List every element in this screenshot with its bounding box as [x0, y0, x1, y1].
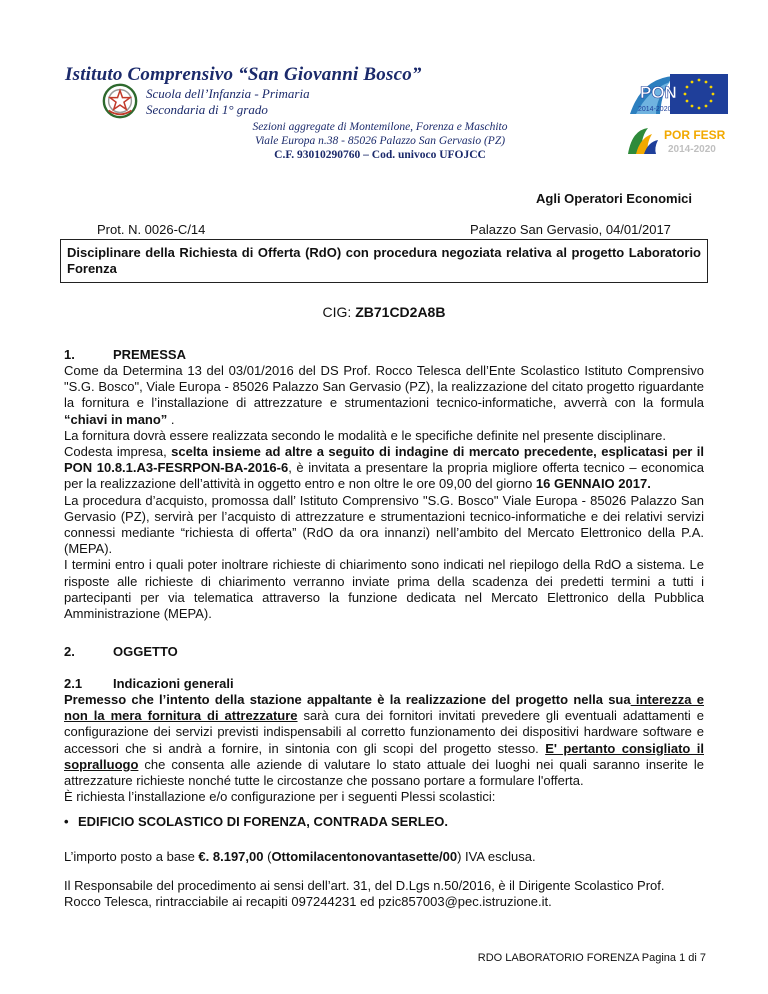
- premessa-end: .: [167, 411, 175, 427]
- pon-eu-flag-logo: [626, 70, 730, 120]
- importo-text: L’importo posto a base: [64, 849, 199, 864]
- school-fiscal-code: C.F. 93010290760 – Cod. univoco UFOJCC: [274, 149, 486, 161]
- plesso-list-item: [64, 814, 448, 829]
- cig-label: CIG:: [322, 304, 356, 320]
- premessa-par-5: I termini entro i quali poter inoltrare richieste di chiarimento sono indicati nel riepilogo della RdO a sistema. Le risposte alle richieste di chiarimento verranno inviate prima della scadenza dei predetti termini a tutti i partecipanti per via telematica attraverso la funzione dedicata nel Mercato Elettronico della Pubblica Amministrazione (MEPA).: [64, 557, 704, 622]
- indicazioni-par-1: [64, 692, 704, 789]
- fornitori-text: sarà cura dei fornitori invitati prevedere gli eventuali adattamenti e configurazione dei servizi previsti indispensabili al corretto funzionamento dei dispositivi hardware software e accessori che si andrà a fornire, in sintonia con gli scopi del progetto stesso.: [64, 708, 704, 756]
- section-1-title: PREMESSA: [113, 347, 186, 362]
- page-footer: RDO LABORATORIO FORENZA Pagina 1 di 7: [477, 952, 706, 964]
- premessa-par-4: La procedura d’acquisto, promossa dall’ Istituto Comprensivo "S.G. Bosco" Viale Europa - 85026 Palazzo San Gervasio (PZ), servirà per l’acquisto di attrezzature e strumentazioni tecnico-informatiche e dei relativi servizi connessi mediante “richiesta di offerta” (RdO da ora innanzi) nell’ambito del Mercato Elettronico della P.A. (MEPA).: [64, 492, 704, 557]
- recipient: Agli Operatori Economici: [536, 191, 693, 206]
- invito-text-c: , è invitata a presentare la propria migliore offerta tecnico – economica per la realizzazione dell’attività in oggetto entro e non oltre le ore 09,00 del giorno: [64, 460, 704, 492]
- importo-end: ) IVA esclusa.: [457, 849, 536, 864]
- italian-emblem-icon: [101, 82, 139, 120]
- invito-text-b: scelta insieme ad altre a seguito di indagine di mercato precedente, esplicatasi per il PON 10.8.1.A3-FESRPON-BA-2016-6: [64, 444, 705, 476]
- importo-paren-open: (: [263, 849, 272, 864]
- section-1-number: 1.: [64, 347, 75, 362]
- place-date: Palazzo San Gervasio, 04/01/2017: [470, 222, 671, 237]
- school-levels-line2: Secondaria di 1° grado: [146, 102, 268, 117]
- school-address: Viale Europa n.38 - 85026 Palazzo San Gervasio (PZ): [254, 135, 506, 147]
- importo-line: [64, 849, 536, 865]
- section-2-1-body: [64, 692, 704, 805]
- cig-code: ZB71CD2A8B: [355, 304, 446, 320]
- school-sections: Sezioni aggregate di Montemilone, Forenza e Maschito: [252, 121, 508, 133]
- fesr-years-text: 2014-2020: [668, 144, 716, 155]
- invito-text-a: Codesta impresa,: [64, 444, 172, 460]
- sopralluogo-text: E' pertanto consigliato il sopralluogo: [64, 740, 704, 772]
- premessa-par-2: La fornitura dovrà essere realizzata secondo le modalità e le specifiche definite nel presente disciplinare.: [64, 427, 666, 443]
- premessa-text: Come da Determina 13 del 03/01/2016 del DS Prof. Rocco Telesca dell’Ente Scolastico Istituto Comprensivo "S.G. Bosco", Viale Europa - 85026 Palazzo San Gervasio (PZ), la realizzazione del citato progetto riguardante la fornitura e l’installazione di attrezzature e strumentazioni tecnico-informatiche, avverrà con la formula: [64, 363, 704, 411]
- fesr-logo-text: POR FESR: [664, 128, 726, 142]
- section-2-title: OGGETTO: [113, 644, 178, 659]
- por-fesr-logo: [626, 124, 730, 158]
- bullet-dot-icon: •: [64, 814, 69, 829]
- section-1-body: [64, 363, 704, 622]
- premessa-par-1: [64, 363, 704, 428]
- importo-words: Ottomilacentonovantasette/00: [271, 849, 458, 864]
- pon-years-text: 2014-2020: [638, 106, 672, 113]
- section-2-1-number: 2.1: [64, 676, 83, 691]
- intent-text: Premesso che l’intento della stazione appaltante è la realizzazione del progetto nella sua: [64, 692, 631, 707]
- plesso-name: EDIFICIO SCOLASTICO DI FORENZA, CONTRADA SERLEO.: [78, 814, 449, 829]
- protocol-number: Prot. N. 0026-C/14: [97, 222, 206, 237]
- cig-line: [0, 304, 768, 320]
- responsabile-text: Il Responsabile del procedimento ai sensi dell’art. 31, del D.Lgs n.50/2016, è il Dirigente Scolastico Prof. Rocco Telesca, rintracciabile ai recapiti 097244231 ed pzic857003@pec.istruzione.it.: [64, 878, 665, 910]
- pon-logo-text: PON: [640, 83, 677, 102]
- section-2-1-title: Indicazioni generali: [113, 676, 234, 691]
- deadline-date: 16 GENNAIO 2017.: [535, 476, 651, 492]
- section-2-number: 2.: [64, 644, 75, 659]
- importo-amount: €. 8.197,00: [198, 849, 264, 864]
- intent-underlined: interezza e non la mera fornitura di attrezzature: [64, 692, 704, 724]
- sopralluogo-rest: che consenta alle aziende di valutare lo stato attuale dei luoghi nei quali saranno inserite le attrezzature richieste nonché tutte le circostanze che possano portare a formulare l'offerta.: [64, 756, 704, 789]
- school-name: Istituto Comprensivo “San Giovanni Bosco”: [65, 64, 422, 85]
- chiavi-in-mano: “chiavi in mano”: [64, 411, 168, 427]
- premessa-par-3: [64, 444, 704, 493]
- indicazioni-par-2: È richiesta l’installazione e/o configurazione per i seguenti Plessi scolastici:: [64, 789, 496, 805]
- school-levels-line1: Scuola dell’Infanzia - Primaria: [146, 86, 310, 101]
- subject-box: Disciplinare della Richiesta di Offerta (RdO) con procedura negoziata relativa al progetto Laboratorio Forenza: [60, 239, 708, 283]
- responsabile-paragraph: [64, 878, 704, 910]
